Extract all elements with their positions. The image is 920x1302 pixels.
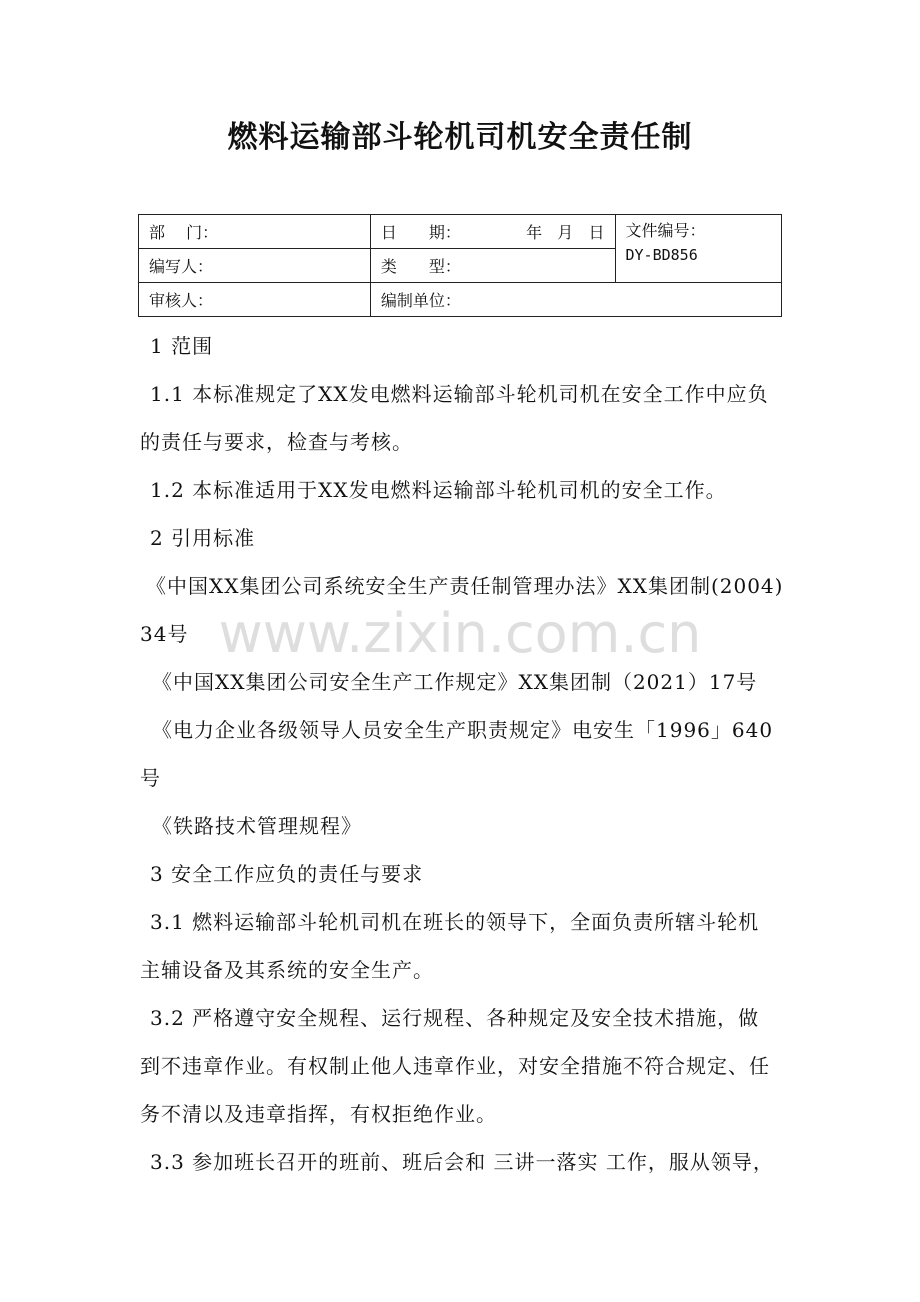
department-label: 部 门： — [149, 223, 219, 242]
author-cell — [139, 249, 371, 283]
body-line: 的责任与要求，检查与考核。 — [140, 430, 413, 454]
document-title: 燃料运输部斗轮机司机安全责任制 — [227, 120, 693, 155]
body-line: 到不违章作业。有权制止他人违章作业，对安全措施不符合规定、任 — [140, 1054, 770, 1078]
day-label: 日 — [588, 223, 605, 242]
reviewer-cell — [139, 283, 371, 317]
body-line: 3 安全工作应负的责任与要求 — [150, 862, 424, 886]
doc-number-label: 文件编号： — [625, 221, 706, 240]
date-cell — [370, 215, 615, 249]
body-line: 《电力企业各级领导人员安全生产职责规定》电安生「1996」640 — [152, 718, 774, 742]
body-line: 《中国XX集团公司系统安全生产责任制管理办法》XX集团制(2004) — [146, 574, 784, 598]
type-label: 类 型： — [380, 257, 461, 276]
body-line: 2 引用标准 — [150, 526, 256, 550]
year-label: 年 — [526, 223, 543, 242]
document-info-table — [138, 214, 782, 317]
body-line: 《铁路技术管理规程》 — [152, 814, 362, 838]
body-line: 1.1 本标准规定了XX发电燃料运输部斗轮机司机在安全工作中应负 — [150, 382, 769, 406]
body-line: 1.2 本标准适用于XX发电燃料运输部斗轮机司机的安全工作。 — [150, 478, 727, 502]
doc-number-value: DY-BD856 — [625, 246, 698, 264]
date-label: 日 期： — [380, 223, 461, 242]
month-label: 月 — [557, 223, 574, 242]
reviewer-label: 审核人： — [149, 291, 214, 310]
body-line: 号 — [140, 766, 161, 790]
body-line: 34号 — [140, 622, 189, 646]
body-line: 3.2 严格遵守安全规程、运行规程、各种规定及安全技术措施，做 — [150, 1006, 760, 1030]
watermark: www.zixin.com.cn — [218, 602, 702, 665]
department-cell — [139, 215, 371, 249]
body-line: 1 范围 — [150, 334, 214, 358]
body-line: 3.3 参加班长召开的班前、班后会和 三讲一落实 工作，服从领导， — [150, 1150, 774, 1174]
body-line: 主辅设备及其系统的安全生产。 — [140, 958, 434, 982]
unit-cell — [370, 283, 781, 317]
author-label: 编写人： — [149, 257, 214, 276]
doc-number-cell — [615, 215, 782, 283]
type-cell — [370, 249, 615, 283]
unit-label: 编制单位： — [380, 291, 461, 310]
body-line: 务不清以及违章指挥，有权拒绝作业。 — [140, 1102, 497, 1126]
body-line: 3.1 燃料运输部斗轮机司机在班长的领导下，全面负责所辖斗轮机 — [150, 910, 760, 934]
body-line: 《中国XX集团公司安全生产工作规定》XX集团制（2021）17号 — [152, 670, 758, 694]
